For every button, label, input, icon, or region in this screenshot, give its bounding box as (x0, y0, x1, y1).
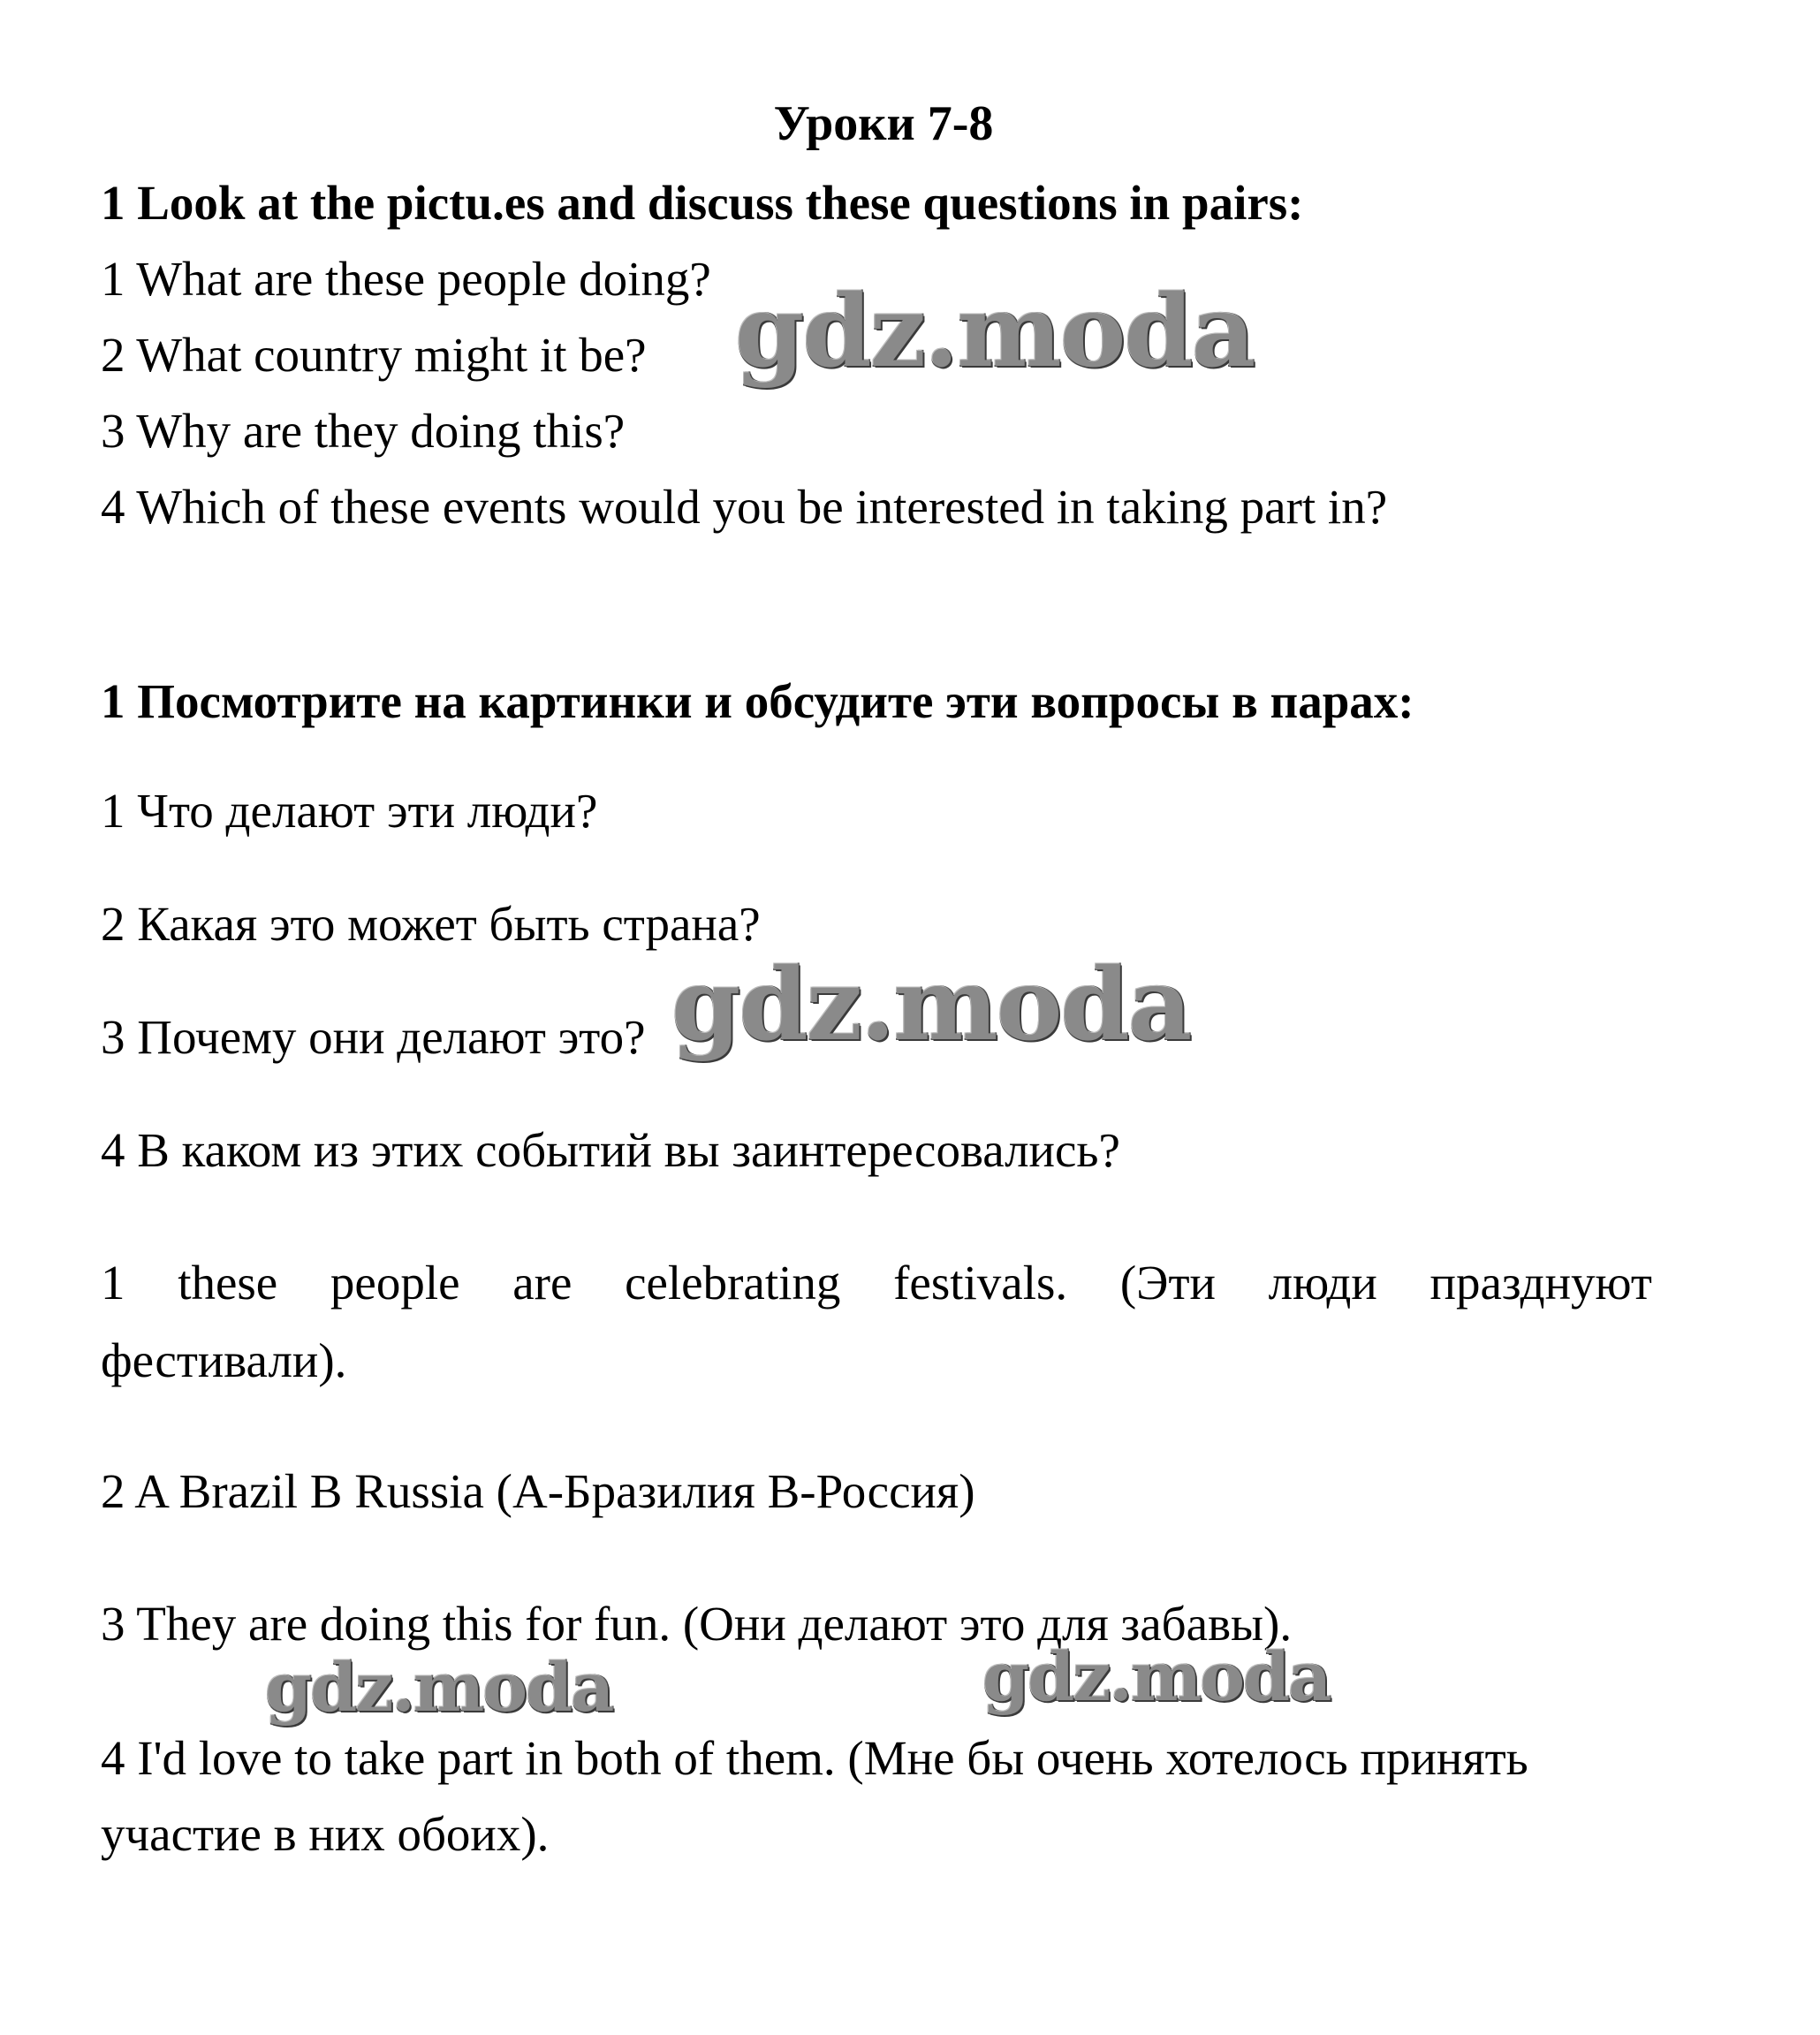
english-question-1: 1 What are these people doing? (101, 252, 711, 306)
answer-1-continuation: фестивали). (101, 1333, 347, 1387)
answer-1-word: люди (1268, 1256, 1377, 1310)
russian-question-3: 3 Почему они делают это? (101, 1010, 646, 1064)
page-title: Уроки 7-8 (773, 96, 994, 151)
russian-question-1: 1 Что делают эти люди? (101, 784, 598, 838)
english-question-2: 2 What country might it be? (101, 328, 647, 382)
watermark-logo: gdz.moda (982, 1637, 1331, 1716)
answer-1-word: 1 (101, 1256, 125, 1310)
watermark-logo: gdz.moda (735, 274, 1255, 390)
answer-1-word: are (512, 1256, 573, 1310)
english-question-4: 4 Which of these events would you be interested in taking part in? (101, 480, 1388, 534)
answer-1-line (101, 1255, 1652, 1311)
answer-3: 3 They are doing this for fun. (Они делают это для забавы). (101, 1597, 1293, 1651)
answer-1-word: (Эти (1119, 1256, 1216, 1310)
russian-heading: 1 Посмотрите на картинки и обсудите эти вопросы в парах: (101, 674, 1414, 728)
answer-2: 2 A Brazil B Russia (А-Бразилия В-Россия) (101, 1464, 975, 1518)
english-question-3: 3 Why are they doing this? (101, 404, 626, 458)
answer-4-line-2: участие в них обоих). (101, 1807, 550, 1861)
watermark-logo: gdz.moda (671, 947, 1191, 1063)
answer-4-line-1: 4 I'd love to take part in both of them. (Мне бы очень хотелось принять (101, 1731, 1528, 1785)
answer-1-word: festivals. (893, 1256, 1068, 1310)
russian-question-4: 4 В каком из этих событий вы заинтересовались? (101, 1123, 1120, 1177)
russian-question-2: 2 Какая это может быть страна? (101, 897, 761, 951)
answer-1-word: these (178, 1256, 278, 1310)
answer-1-word: празднуют (1429, 1256, 1652, 1310)
english-heading: 1 Look at the pictu.es and discuss these questions in pairs: (101, 176, 1304, 230)
answer-1-word: celebrating (625, 1256, 841, 1310)
watermark-logo: gdz.moda (265, 1648, 613, 1727)
answer-1-word: people (330, 1256, 460, 1310)
